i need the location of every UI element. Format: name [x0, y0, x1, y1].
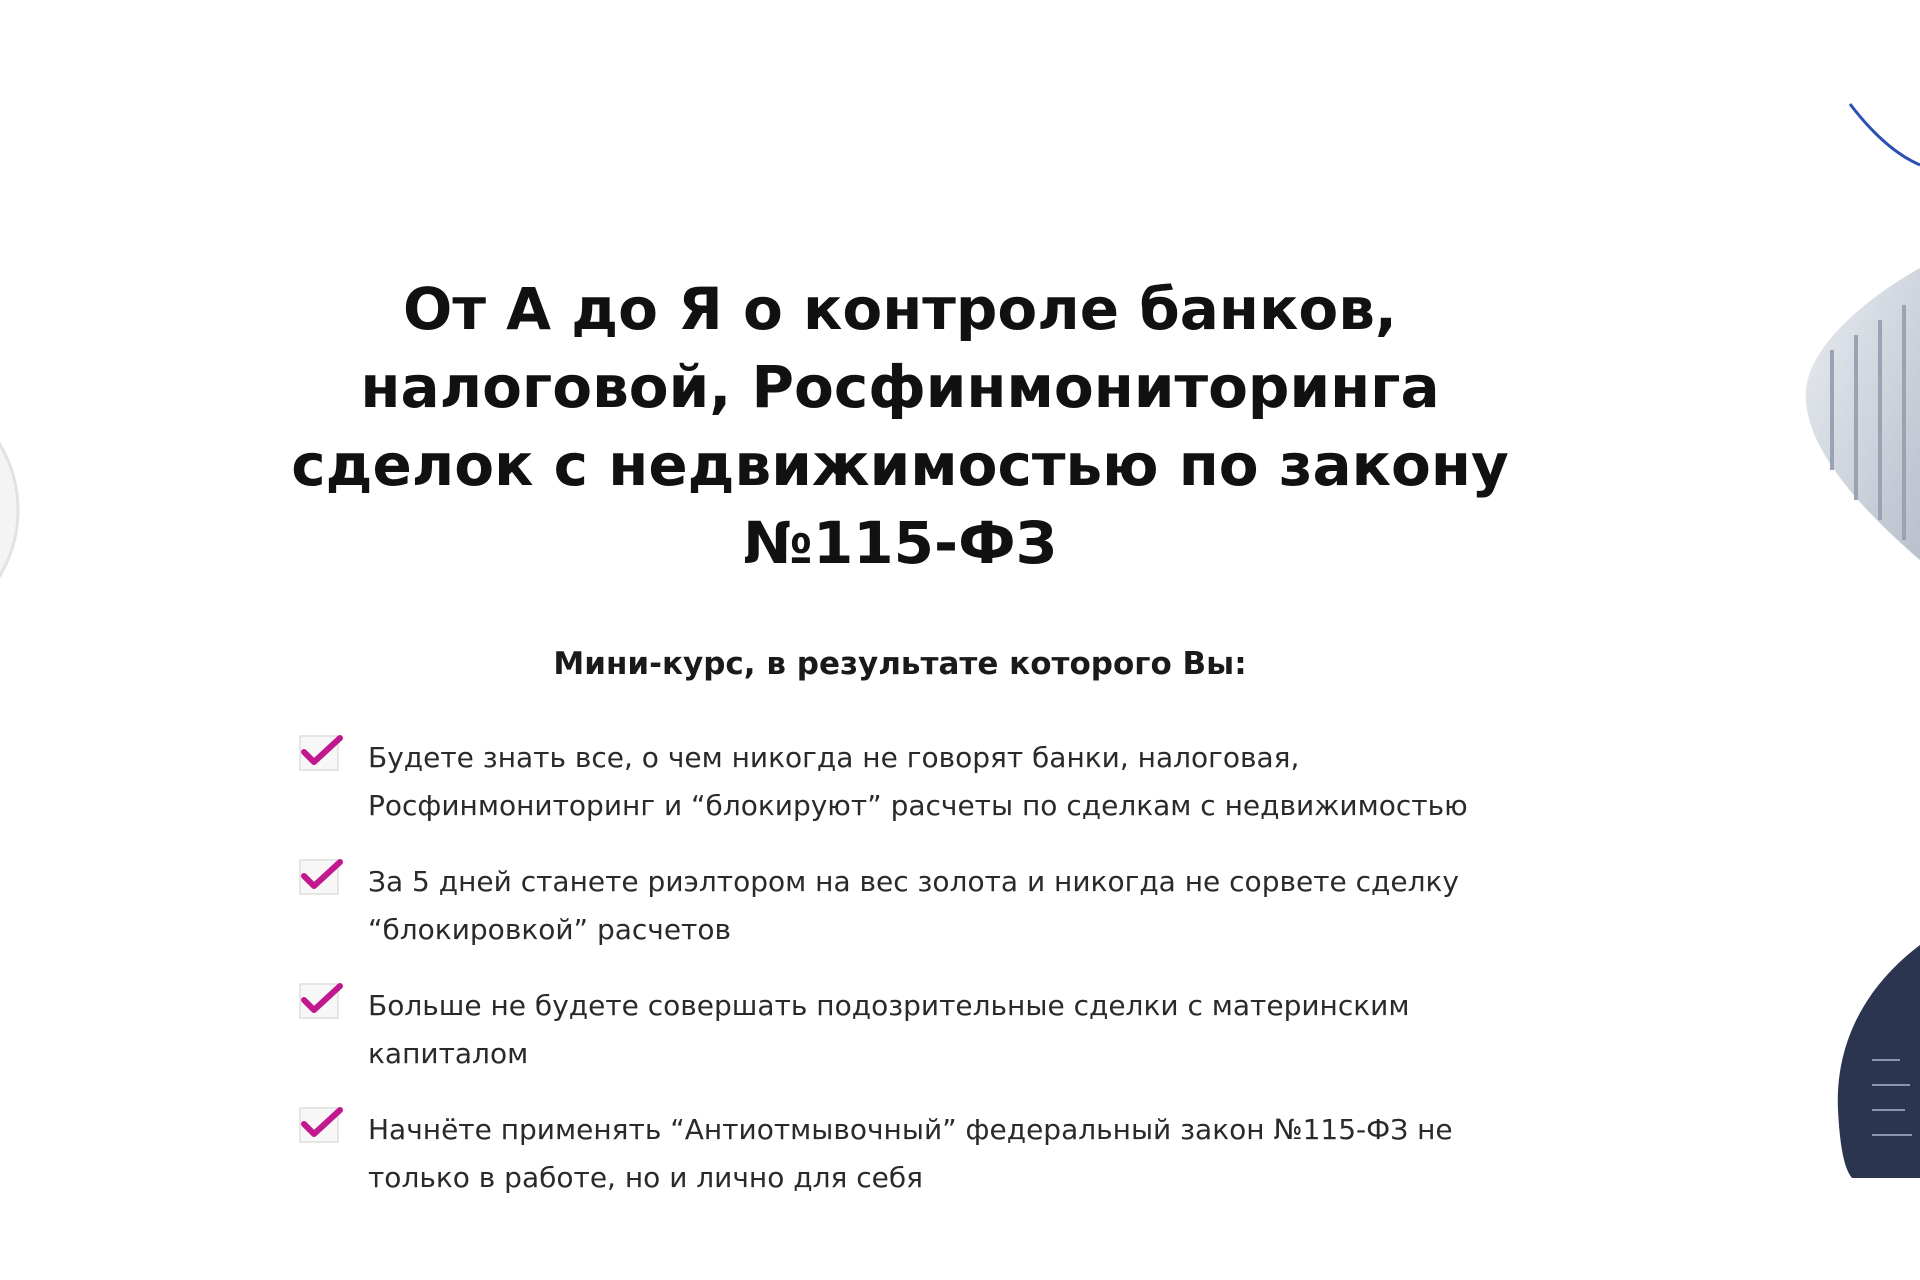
- course-subtitle: Мини-курс, в результате которого Вы:: [553, 646, 1247, 682]
- benefit-text: За 5 дней станете риэлтором на вес золота и никогда не сорвете сделку “блокировкой” расчетов: [368, 865, 1459, 946]
- checkmark-icon: [298, 730, 344, 776]
- list-item: [298, 982, 1518, 1078]
- hero-section: [260, 270, 1540, 1230]
- list-item: [298, 1106, 1518, 1202]
- benefit-text: Будете знать все, о чем никогда не говорят банки, налоговая, Росфинмониторинг и “блокируют” расчеты по сделкам с недвижимостью: [368, 741, 1468, 822]
- page-title: От А до Я о контроле банков, налоговой, Росфинмониторинга сделок с недвижимостью по закону №115-ФЗ: [291, 275, 1509, 577]
- list-item: [298, 734, 1518, 830]
- checkmark-icon: [298, 978, 344, 1024]
- benefits-list: [298, 734, 1518, 1202]
- top-right-curve: [1850, 104, 1920, 165]
- checkmark-icon: [298, 854, 344, 900]
- building-photo-shape: [1806, 268, 1920, 560]
- benefit-text: Больше не будете совершать подозрительные сделки с материнским капиталом: [368, 989, 1410, 1070]
- left-decor-circle: [0, 382, 18, 638]
- dark-shape-text-lines: [1872, 1060, 1912, 1135]
- building-columns: [1832, 305, 1904, 540]
- dark-photo-shape: [1838, 945, 1920, 1178]
- benefit-text: Начнёте применять “Антиотмывочный” федеральный закон №115-ФЗ не только в работе, но и лично для себя: [368, 1113, 1453, 1194]
- checkmark-icon: [298, 1102, 344, 1148]
- list-item: [298, 858, 1518, 954]
